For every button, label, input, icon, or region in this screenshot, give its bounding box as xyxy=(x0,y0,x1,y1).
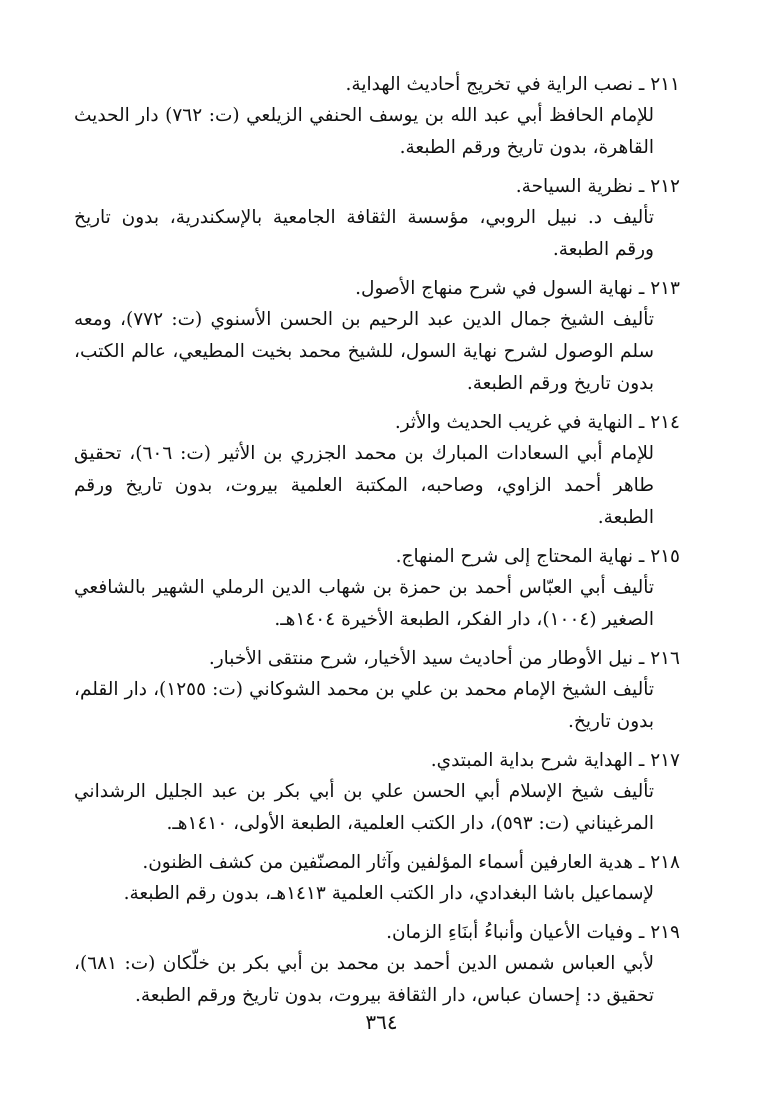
bibliography-entry xyxy=(74,172,680,266)
bibliography-entry xyxy=(74,848,680,910)
entry-description: تأليف الشيخ الإمام محمد بن علي بن محمد الشوكاني (ت: ١٢٥٥)، دار القلم، بدون تاريخ. xyxy=(74,679,655,732)
entry-title-line: ٢١٥ ـ نهاية المحتاج إلى شرح المنهاج. xyxy=(74,542,680,572)
entry-number: ٢١٨ xyxy=(650,852,680,873)
entry-title: نهاية السول في شرح منهاج الأصول. xyxy=(355,278,633,299)
entry-number: ٢١٩ xyxy=(650,922,680,943)
bibliography-list xyxy=(74,70,680,1020)
bibliography-entry xyxy=(74,70,680,164)
entry-number: ٢١٢ xyxy=(650,176,680,197)
entry-title: الهداية شرح بداية المبتدي. xyxy=(430,750,633,771)
entry-description: تأليف أبي العبّاس أحمد بن حمزة بن شهاب الدين الرملي الشهير بالشافعي الصغير (١٠٠٤)، دار الفكر، الطبعة الأخيرة ١٤٠٤هـ. xyxy=(74,577,654,630)
entry-title-line: ٢١٣ ـ نهاية السول في شرح منهاج الأصول. xyxy=(74,274,680,304)
entry-title-line: ٢١٧ ـ الهداية شرح بداية المبتدي. xyxy=(74,746,680,776)
entry-title: نظرية السياحة. xyxy=(515,176,633,197)
entry-number: ٢١٥ xyxy=(650,546,680,567)
bibliography-entry xyxy=(74,274,680,400)
entry-number: ٢١٦ xyxy=(650,648,680,669)
entry-number: ٢١٣ xyxy=(650,278,680,299)
entry-description: تأليف شيخ الإسلام أبي الحسن علي بن أبي بكر بن عبد الجليل الرشداني المرغيناني (ت: ٥٩٣)، دار الكتب العلمية، الطبعة الأولى، ١٤١٠هـ. xyxy=(74,781,654,834)
bibliography-entry xyxy=(74,644,680,738)
entry-title: نصب الراية في تخريج أحاديث الهداية. xyxy=(345,74,633,95)
entry-title-line: ٢١٨ ـ هدية العارفين أسماء المؤلفين وآثار المصنّفين من كشف الظنون. xyxy=(74,848,680,878)
entry-number: ٢١١ xyxy=(650,74,680,95)
entry-number: ٢١٤ xyxy=(650,412,680,433)
entry-title-line: ٢١٩ ـ وفيات الأعيان وأنباءُ أبنَاءِ الزمان. xyxy=(74,918,680,948)
entry-description: تأليف د. نبيل الروبي، مؤسسة الثقافة الجامعية بالإسكندرية، بدون تاريخ ورقم الطبعة. xyxy=(74,207,654,260)
entry-description: لإسماعيل باشا البغدادي، دار الكتب العلمية ١٤١٣هـ، بدون رقم الطبعة. xyxy=(123,883,654,904)
entry-description: للإمام أبي السعادات المبارك بن محمد الجزري بن الأثير (ت: ٦٠٦)، تحقيق طاهر أحمد الزاوي، وصاحبه، المكتبة العلمية بيروت، بدون تاريخ ورقم الطبعة. xyxy=(74,443,654,528)
entry-title: نهاية المحتاج إلى شرح المنهاج. xyxy=(395,546,633,567)
entry-title: النهاية في غريب الحديث والأثر. xyxy=(394,412,633,433)
bibliography-entry xyxy=(74,918,680,1012)
entry-title: هدية العارفين أسماء المؤلفين وآثار المصنّفين من كشف الظنون. xyxy=(142,852,633,873)
bibliography-entry xyxy=(74,408,680,534)
entry-description: للإمام الحافظ أبي عبد الله بن يوسف الحنفي الزيلعي (ت: ٧٦٢) دار الحديث القاهرة، بدون تاريخ ورقم الطبعة. xyxy=(74,105,654,158)
page-number: ٣٦٤ xyxy=(365,1010,398,1034)
entry-title: وفيات الأعيان وأنباءُ أبنَاءِ الزمان. xyxy=(386,922,633,943)
entry-description: تأليف الشيخ جمال الدين عبد الرحيم بن الحسن الأسنوي (ت: ٧٧٢)، ومعه سلم الوصول لشرح نهاية السول، للشيخ محمد بخيت المطيعي، عالم الكتب، بدون تاريخ ورقم الطبعة. xyxy=(74,309,654,394)
entry-title-line: ٢١١ ـ نصب الراية في تخريج أحاديث الهداية. xyxy=(74,70,680,100)
entry-number: ٢١٧ xyxy=(650,750,680,771)
bibliography-entry xyxy=(74,746,680,840)
entry-title: نيل الأوطار من أحاديث سيد الأخيار، شرح منتقى الأخبار. xyxy=(208,648,633,669)
entry-description: لأبي العباس شمس الدين أحمد بن محمد بن أبي بكر بن خلّكان (ت: ٦٨١)، تحقيق د: إحسان عباس، دار الثقافة بيروت، بدون تاريخ ورقم الطبعة. xyxy=(74,953,654,1006)
entry-title-line: ٢١٢ ـ نظرية السياحة. xyxy=(74,172,680,202)
entry-title-line: ٢١٤ ـ النهاية في غريب الحديث والأثر. xyxy=(74,408,680,438)
entry-title-line: ٢١٦ ـ نيل الأوطار من أحاديث سيد الأخيار، شرح منتقى الأخبار. xyxy=(74,644,680,674)
bibliography-entry xyxy=(74,542,680,636)
